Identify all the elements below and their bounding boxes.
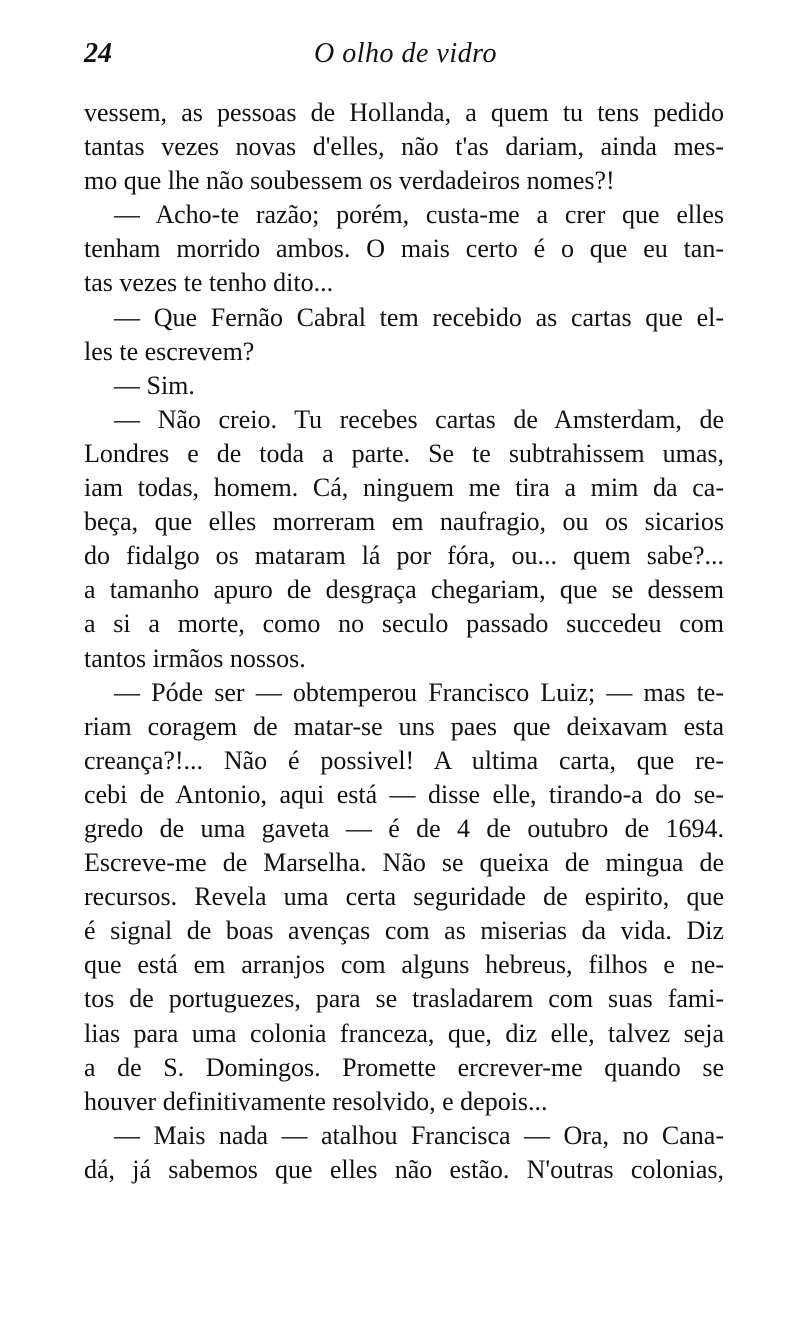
text-line: que está em arranjos com alguns hebreus, filhos e ne- xyxy=(84,950,724,980)
text-line: tos de portuguezes, para se trasladarem com suas fami- xyxy=(84,984,724,1014)
text-line: creança?!... Não é possivel! A ultima carta, que re- xyxy=(84,745,724,775)
text-line: — Que Fernão Cabral tem recebido as cartas que el- xyxy=(114,302,724,332)
text-line: a de S. Domingos. Promette ercrever-me quando se xyxy=(84,1052,724,1082)
text-line: cebi de Antonio, aqui está — disse elle, tirando-a do se- xyxy=(84,779,724,809)
text-line: gredo de uma gaveta — é de 4 de outubro de 1694. xyxy=(84,813,724,843)
running-title: O olho de vidro xyxy=(314,38,497,69)
text-line: mo que lhe não soubessem os verdadeiros nomes?! xyxy=(84,166,615,196)
text-line: — Sim. xyxy=(114,370,195,400)
text-line: do fidalgo os mataram lá por fóra, ou... quem sabe?... xyxy=(84,541,724,571)
text-line: tas vezes te tenho dito... xyxy=(84,268,334,298)
text-line: les te escrevem? xyxy=(84,336,255,366)
text-line: iam todas, homem. Cá, ninguem me tira a mim da ca- xyxy=(84,473,724,503)
page-header xyxy=(84,38,724,78)
text-line: dá, já sabemos que elles não estão. N'outras colonias, xyxy=(84,1154,724,1184)
text-line: lias para uma colonia franceza, que, diz elle, talvez seja xyxy=(84,1018,724,1048)
text-line: tenham morrido ambos. O mais certo é o que eu tan- xyxy=(84,234,724,264)
text-line: Londres e de toda a parte. Se te subtrahissem umas, xyxy=(84,438,724,468)
text-line: é signal de boas avenças com as miserias da vida. Diz xyxy=(84,916,724,946)
page-number: 24 xyxy=(84,38,112,69)
text-line: tantas vezes novas d'elles, não t'as dariam, ainda mes- xyxy=(84,132,724,162)
text-line: — Póde ser — obtemperou Francisco Luiz; — mas te- xyxy=(114,677,724,707)
text-line: — Mais nada — atalhou Francisca — Ora, no Cana- xyxy=(114,1120,724,1150)
text-line: — Acho-te razão; porém, custa-me a crer que elles xyxy=(114,200,724,230)
text-line: recursos. Revela uma certa seguridade de espirito, que xyxy=(84,882,724,912)
text-line: tantos irmãos nossos. xyxy=(84,643,306,673)
text-line: houver definitivamente resolvido, e depois... xyxy=(84,1086,548,1116)
text-line: — Não creio. Tu recebes cartas de Amsterdam, de xyxy=(114,404,724,434)
text-line: vessem, as pessoas de Hollanda, a quem tu tens pedido xyxy=(84,98,724,127)
body-text xyxy=(84,96,724,1187)
text-line: Escreve-me de Marselha. Não se queixa de mingua de xyxy=(84,848,724,878)
text-line: riam coragem de matar-se uns paes que deixavam esta xyxy=(84,711,724,741)
text-line: a si a morte, como no seculo passado succedeu com xyxy=(84,609,724,639)
text-line: beça, que elles morreram em naufragio, ou os sicarios xyxy=(84,507,724,537)
text-line: a tamanho apuro de desgraça chegariam, que se dessem xyxy=(84,575,724,605)
